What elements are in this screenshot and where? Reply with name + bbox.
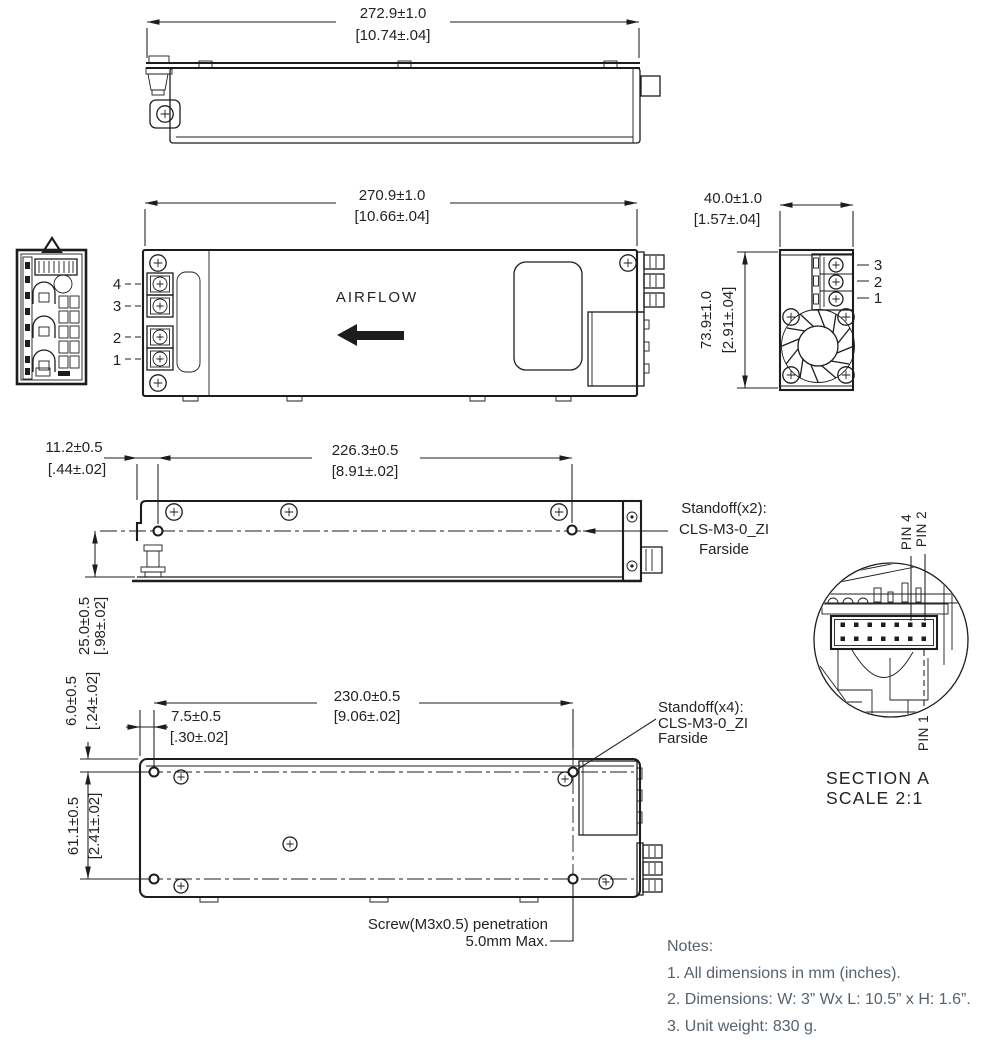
power-sockets (33, 282, 55, 372)
dim-end-width-in: [1.57±.04] (694, 211, 761, 228)
rear-tab (641, 76, 660, 96)
pin-label: 4 (113, 276, 121, 293)
note-line: Standoff(x2): (681, 500, 767, 517)
side-body (132, 501, 662, 581)
section-scale: SCALE 2:1 (826, 788, 923, 808)
pin1-label: PIN 1 (916, 715, 931, 751)
pin-label: 2 (874, 274, 882, 291)
dim-bottom-height-in: [2.41±.02] (86, 793, 103, 860)
dim-top-in: [10.74±.04] (356, 27, 431, 44)
note-line: CLS-M3-0_ZI (658, 715, 748, 732)
top-view-body (146, 56, 660, 143)
corner-screw (150, 255, 166, 271)
standoff (569, 768, 578, 777)
barrel-connector-side (141, 545, 165, 577)
dim-bottom-edge-mm: 6.0±0.5 (63, 676, 80, 726)
notes-block (667, 934, 971, 1040)
screw (599, 875, 613, 889)
detail-circle (814, 563, 968, 717)
standoff (150, 875, 159, 884)
dim-front-in: [10.66±.04] (355, 208, 430, 225)
pin-label: 3 (874, 257, 882, 274)
screw (558, 772, 572, 786)
corner-screw (620, 255, 636, 271)
end-pin-labels (857, 257, 882, 307)
bottom-view (63, 672, 748, 950)
mounting-screw (150, 100, 180, 128)
dim-end-height-in: [2.91±.04] (720, 287, 737, 354)
screw (283, 837, 297, 851)
airflow-label: AIRFLOW (336, 289, 418, 306)
section-a-view (810, 511, 970, 808)
pin-label: 2 (113, 330, 121, 347)
dim-end-width-mm: 40.0±1.0 (704, 190, 762, 207)
end-view (694, 190, 882, 390)
standoff (568, 526, 577, 535)
standoff-x2-note (583, 500, 769, 558)
corner-screw (783, 309, 799, 325)
pin4-label: PIN 4 (899, 514, 914, 550)
output-block (588, 312, 649, 386)
pin2-label: PIN 2 (914, 511, 929, 547)
section-title: SECTION A (826, 768, 930, 788)
front-body (143, 250, 637, 396)
dim-top-mm: 272.9±1.0 (360, 5, 427, 22)
fan (782, 310, 855, 383)
pin-leaders (911, 554, 925, 621)
dim-side-span-in: [8.91±.02] (332, 463, 399, 480)
standoff (569, 875, 578, 884)
note-line: 5.0mm Max. (465, 933, 548, 950)
dim-bottom-span-in: [9.06±.02] (334, 708, 401, 725)
signal-connector (35, 259, 77, 293)
centerlines (146, 748, 634, 893)
note-item: 2. Dimensions: W: 3” Wx L: 10.5” x H: 1.6”. (667, 987, 971, 1014)
section-internals (810, 554, 970, 722)
barrel-connector (146, 56, 172, 95)
corner-screw (150, 375, 166, 391)
dim-side-height-mm: 25.0±0.5 (76, 597, 93, 655)
dim-side-offset-mm: 11.2±0.5 (45, 439, 102, 456)
dim-end-height-mm: 73.9±1.0 (698, 291, 715, 349)
notes-heading: Notes: (667, 934, 971, 961)
end-terminal-block (812, 254, 853, 310)
top-view (146, 5, 660, 143)
dim-bottom-height-mm: 61.1±0.5 (65, 797, 82, 855)
vent-cutout (514, 262, 582, 370)
airflow-arrow (337, 324, 404, 346)
standoff (150, 768, 159, 777)
dim-bottom-span-mm: 230.0±0.5 (334, 688, 401, 705)
dim-bottom-edge-in: [.24±.02] (84, 672, 101, 730)
standoff (154, 527, 163, 536)
dim-front-mm: 270.9±1.0 (359, 187, 426, 204)
dim-side-offset-in: [.44±.02] (48, 461, 106, 478)
terminal-block (147, 272, 200, 372)
dim-bottom-offset-in: [.30±.02] (170, 729, 228, 746)
pin-label: 1 (113, 352, 121, 369)
note-line: Farside (658, 730, 708, 747)
screw-penetration-note (368, 884, 573, 950)
dim-bottom-offset-mm: 7.5±0.5 (171, 708, 221, 725)
rear-fingers (637, 252, 664, 312)
note-line: CLS-M3-0_ZI (679, 521, 769, 538)
note-item: 3. Unit weight: 830 g. (667, 1014, 971, 1040)
note-line: Farside (699, 541, 749, 558)
corner-screw (783, 367, 799, 383)
dim-side-height-in: [.98±.02] (92, 597, 109, 655)
note-line: Screw(M3x0.5) penetration (368, 916, 548, 933)
screw (174, 879, 188, 893)
note-line: Standoff(x4): (658, 699, 744, 716)
note-item: 1. All dimensions in mm (inches). (667, 961, 971, 988)
io-grid (59, 296, 79, 368)
front-face-view (17, 238, 86, 384)
side-view (45, 439, 769, 655)
pin-label: 3 (113, 298, 121, 315)
pin-label: 1 (874, 290, 882, 307)
terminal-pin-labels (113, 276, 145, 369)
front-view (113, 187, 664, 401)
dim-side-span-mm: 226.3±0.5 (332, 442, 399, 459)
pin-header (831, 616, 937, 649)
